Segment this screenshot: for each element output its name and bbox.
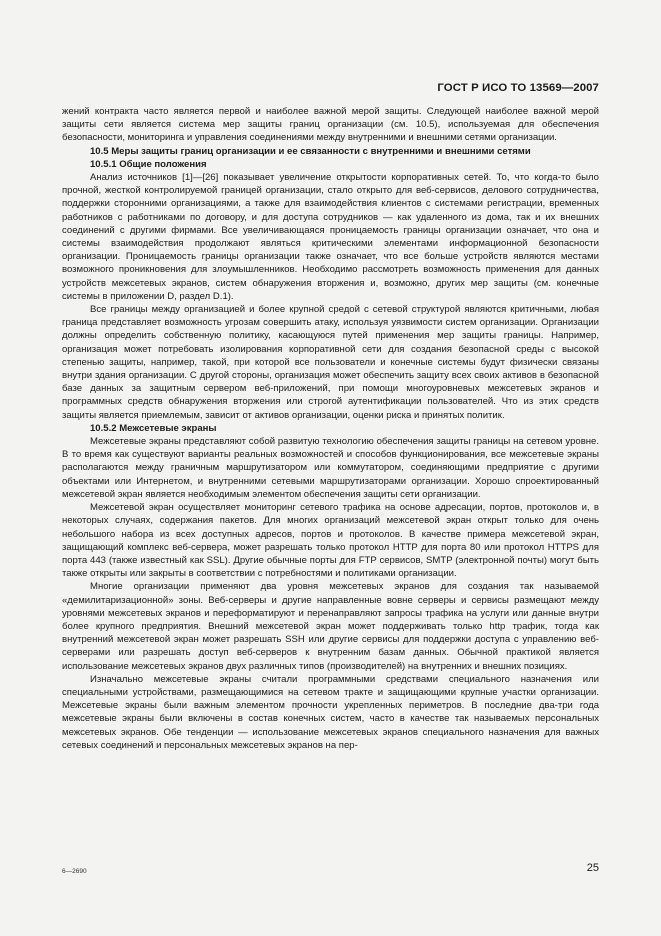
paragraph: Изначально межсетевые экраны считали программными средствами специального назначения или специальными устройствами, размещающимися на сетевом тракте и защищающими крупные участки организации. Межсетевые экраны были важным элементом прочности укрепленных периметров. В последние два-три года межсетевые экраны были включены в состав конечных систем, часто в качестве так называемых персональных межсетевых экранов. Обе тенденции — использование межсетевых экранов специального назначения для важных сетевых соединений и персональных межсетевых экранов на пер-	[62, 673, 599, 751]
page-number: 25	[586, 862, 599, 874]
paragraph: Все границы между организацией и более крупной средой с сетевой структурой являются критичными, любая граница представляет возможность угрозам совершить атаку, используя уязвимости систем организации. Организации должны определить собственную политику, касающуюся путей применения мер защиты границы. Например, организация может потребовать изолирования корпоративной сети для создания безопасной среды с высокой степенью защиты, например, такой, при которой все пользователи и конечные системы будут физически связаны внутри здания организации. С другой стороны, организация может обеспечить защиту всех своих активов в безопасной базе данных за защитным сервером веб-приложений, при помощи многоуровневых межсетевых экранов и программных средств обнаружения вторжения или строгой аутентификации пользователей. Что из этих средств защиты является приемлемым, зависит от активов организации, оценки риска и принятых политик.	[62, 304, 599, 421]
paragraph-continuation: жений контракта часто является первой и наиболее важной мерой защиты. Следующей наиболее важной мерой защиты сети является система мер защиты границ организации (см. 10.5), используемая для обеспечения безопасности, мониторинга и управления соединениями между внутренними и внешними сетями организации.	[62, 106, 599, 144]
document-header: ГОСТ Р ИСО ТО 13569—2007	[437, 82, 599, 94]
document-body	[62, 105, 599, 752]
paragraph: Анализ источников [1]—[26] показывает увеличение открытости корпоративных сетей. То, что когда-то было прочной, жесткой контролируемой границей организации, стало открыто для веб-сервисов, делового сотрудничества, поддержки сторонними организациями, а также для взаимодействия клиентов с системами регистрации, временных работников с работниками по договору, и для доступа сотрудников — как удаленного из дома, так и их внешних соединений с другими фирмами. Все увеличивающаяся проницаемость границы организации означает, что она и системы взаимодействия продолжают являться критическими элементами информационной безопасности организации. Проницаемость границы организации также означает, что все больше устройств являются местами возможного проникновения для злоумышленников. Необходимо рассмотреть возможность применения для данных устройств межсетевых экранов, систем обнаружения вторжения и, возможно, других мер защиты (см. конечные системы в приложении D, раздел D.1).	[62, 172, 599, 302]
paragraph: Межсетевые экраны представляют собой развитую технологию обеспечения защиты границы на сетевом уровне. В то время как существуют варианты реальных возможностей и способов функционирования, все межсетевые экраны располагаются между граничным маршрутизатором или коммутатором, соединяющими предприятие с другими объектами или Интернетом, и внутренними сетевыми маршрутизаторами организации. Хорошо спроектированный межсетевой экран является необходимым элементом обеспечения защиты сети организации.	[62, 436, 599, 500]
paragraph: Многие организации применяют два уровня межсетевых экранов для создания так называемой «демилитаризационной» зоны. Веб-серверы и другие направленные вовне серверы и сервисы размещают между уровнями межсетевых экранов и переформатируют и перенаправляют запросы трафика на услуги или данные внутри более крупного предприятия. Внешний межсетевой экран может поддерживать только http трафик, тогда как внутренний межсетевой экран может разрешать SSH или другие сервисы для поддержки доступа с управлению веб-серверами или разрешать доступ веб-серверов к внутренним базам данных. Обычной практикой является использование межсетевых экранов двух различных типов (производителей) на внутренних и внешних позициях.	[62, 581, 599, 672]
paragraph: Межсетевой экран осуществляет мониторинг сетевого трафика на основе адресации, портов, протоколов и, в некоторых случаях, содержания пакетов. Для многих организаций межсетевой экран открыт только для очень небольшого набора из всех доступных адресов, портов и протоколов. В качестве примера межсетевой экран, защищающий комплекс веб-сервера, может разрешать только протокол HTTP для порта 80 или протокол HTTPS для порта 443 (также известный как SSL). Другие обычные порты для FTP сервисов, SMTP (электронной почты) могут быть также открыты или закрыты в соответствии с потребностями и политиками организации.	[62, 502, 599, 580]
print-code: 6—2690	[62, 868, 87, 875]
subsection-heading-10-5-2: 10.5.2 Межсетевые экраны	[90, 422, 217, 434]
section-heading-10-5: 10.5 Меры защиты границ организации и ее связанности с внутренними и внешними сетями	[90, 145, 531, 157]
subsection-heading-10-5-1: 10.5.1 Общие положения	[90, 158, 207, 170]
